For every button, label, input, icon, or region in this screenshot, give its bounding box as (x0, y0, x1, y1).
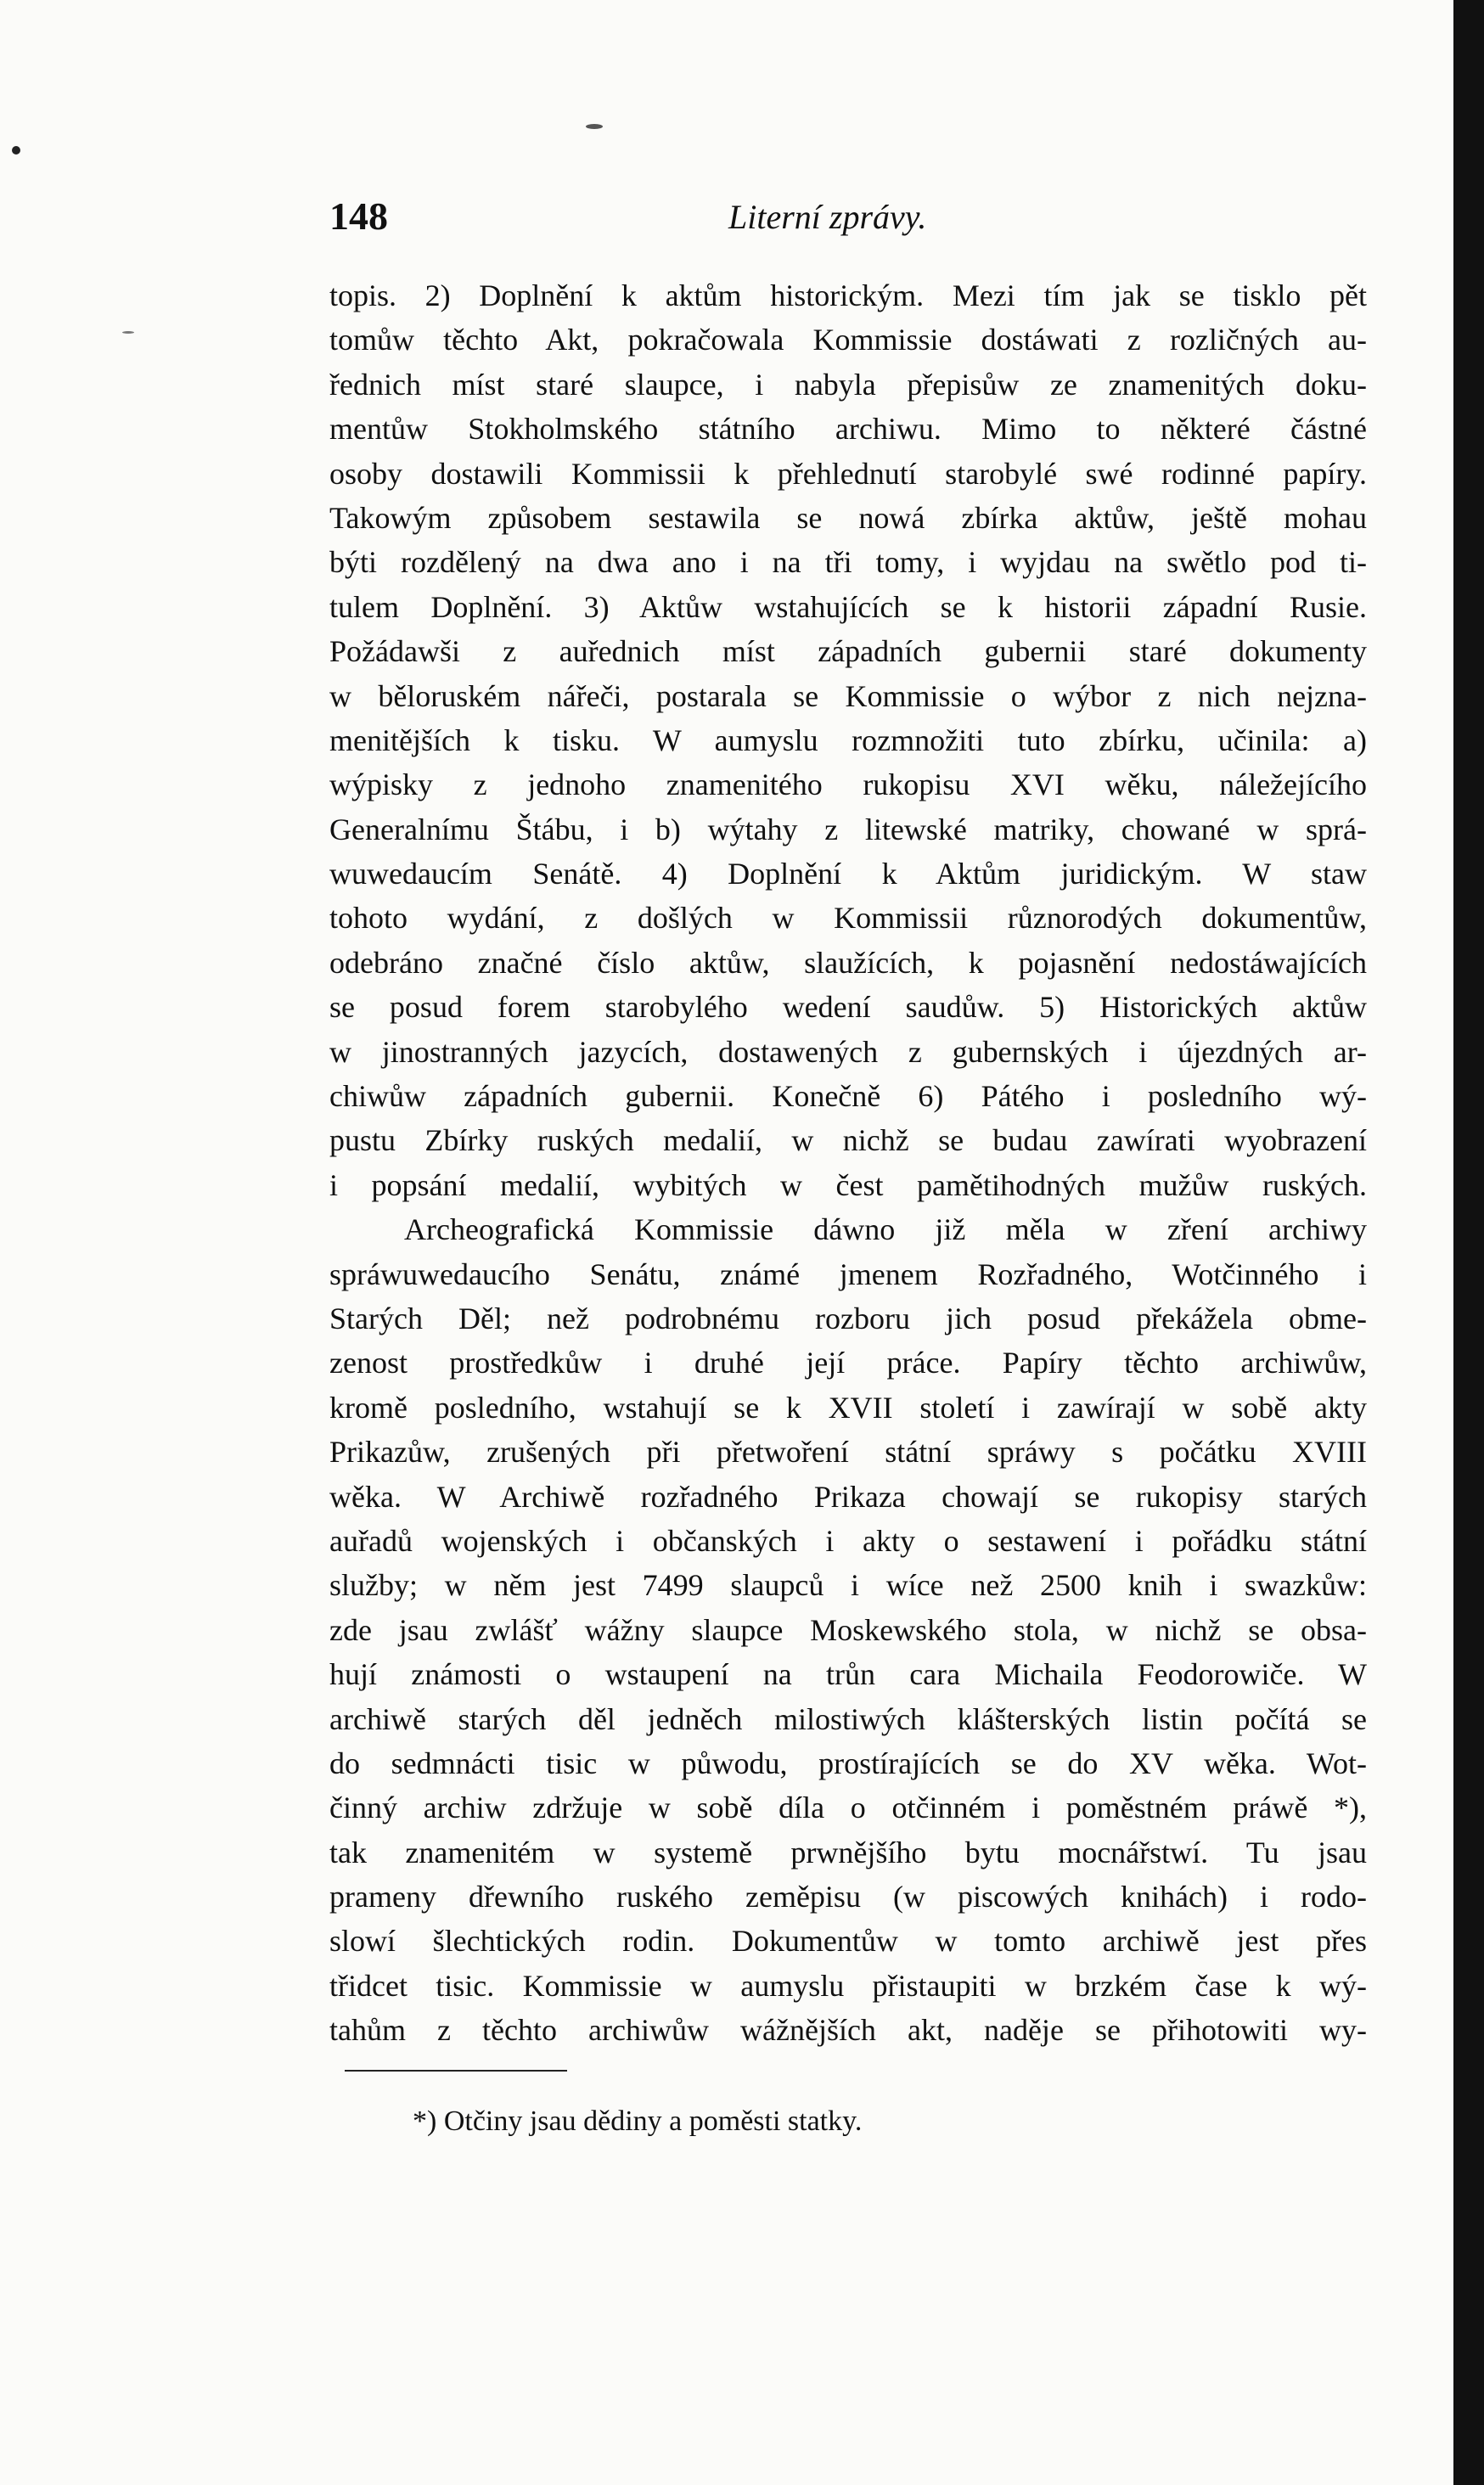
text-line: wěka. W Archiwě rozřadného Prikaza chowají se rukopisy starých (329, 1479, 1367, 1514)
text-line: pustu Zbírky ruských medalií, w nichž se budau zawírati wyobrazení (329, 1123, 1367, 1158)
text-line: menitějších k tisku. W aumyslu rozmnožiti tuto zbírku, učinila: a) (329, 722, 1367, 757)
page-number: 148 (329, 194, 388, 238)
text-line: služby; w něm jest 7499 slaupců i wíce než 2500 knih i swazkůw: (329, 1568, 1367, 1603)
text-line: wýpisky z jednoho znamenitého rukopisu XVI wěku, náležejícího (329, 767, 1367, 802)
text-line: tohoto wydání, z došlých w Kommissii různorodých dokumentůw, (329, 901, 1367, 936)
text-line: odebráno značné číslo aktůw, slaužících, k pojasnění nedostáwajících (329, 945, 1367, 980)
text-line: chiwůw západních gubernii. Konečně 6) Pátého i posledního wý- (329, 1079, 1367, 1114)
text-line: hují známosti o wstaupení na trůn cara Michaila Feodorowiče. W (329, 1657, 1367, 1692)
text-line: Archeografická Kommissie dáwno již měla w zření archiwy (404, 1212, 1367, 1247)
text-line: w běloruském nářeči, postarala se Kommissie o wýbor z nich nejzna- (329, 678, 1367, 713)
text-line: prameny dřewního ruského zeměpisu (w piscowých knihách) i rodo- (329, 1880, 1367, 1914)
page-header (329, 194, 975, 245)
footnote-divider (345, 2070, 567, 2072)
text-line: spráwuwedaucího Senátu, známé jmenem Rozřadného, Wotčinného i (329, 1257, 1367, 1291)
text-line: zenost prostředkůw i druhé její práce. Papíry těchto archiwůw, (329, 1346, 1367, 1380)
ink-speck (122, 331, 134, 334)
text-line: mentůw Stokholmského státního archiwu. Mimo to některé částné (329, 412, 1367, 447)
text-line: tomůw těchto Akt, pokračowala Kommissie dostáwati z rozličných au- (329, 323, 1367, 357)
text-line: tak znamenitém w systemě prwnějšího bytu mocnářstwí. Tu jsau (329, 1835, 1367, 1869)
text-line: třidcet tisic. Kommissie w aumyslu přistaupiti w brzkém čase k wý- (329, 1968, 1367, 2003)
text-line: Generalnímu Štábu, i b) wýtahy z litewské matriky, chowané w sprá- (329, 812, 1367, 846)
text-line: topis. 2) Doplnění k aktům historickým. Mezi tím jak se tisklo pět (329, 278, 1367, 312)
footnote: *) Otčiny jsau dědiny a poměsti statky. (413, 2106, 863, 2137)
text-line: i popsání medalií, wybitých w čest pamětihodných mužůw ruských. (329, 1167, 1367, 1202)
body-text (329, 273, 1367, 2053)
text-line: kromě posledního, wstahují se k XVII století i zawírají w sobě akty (329, 1390, 1367, 1425)
scan-edge (1453, 0, 1484, 2485)
text-line: do sedmnácti tisic w půwodu, prostírajících se do XV wěka. Wot- (329, 1746, 1367, 1780)
text-line: Prikazůw, zrušených při přetwoření státní spráwy s počátku XVIII (329, 1435, 1367, 1470)
ink-speck (12, 146, 20, 155)
text-line: Požádawši z auřednich míst západních gubernii staré dokumenty (329, 634, 1367, 669)
text-line: auřadů wojenských i občanských i akty o sestawení i pořádku státní (329, 1523, 1367, 1558)
text-line: archiwě starých děl jedněch milostiwých klášterských listin počítá se (329, 1701, 1367, 1736)
ink-speck (586, 124, 603, 129)
text-line: tulem Doplnění. 3) Aktůw wstahujících se k historii západní Rusie. (329, 589, 1367, 624)
text-line: zde jsau zwlášť wážny slaupce Moskewského stola, w nichž se obsa- (329, 1612, 1367, 1647)
text-line: slowí šlechtických rodin. Dokumentůw w tomto archiwě jest přes (329, 1924, 1367, 1959)
running-title: Literní zprávy. (728, 198, 927, 236)
text-line: řednich míst staré slaupce, i nabyla přepisůw ze znamenitých doku- (329, 367, 1367, 402)
text-line: wuwedaucím Senátě. 4) Doplnění k Aktům juridickým. W staw (329, 857, 1367, 891)
text-line: w jinostranných jazycích, dostawených z gubernských i újezdných ar- (329, 1034, 1367, 1069)
text-line: se posud forem starobylého wedení saudůw. 5) Historických aktůw (329, 990, 1367, 1025)
text-line: činný archiw zdržuje w sobě díla o otčinném i poměstném práwě *), (329, 1791, 1367, 1825)
text-line: Starých Děl; než podrobnému rozboru jich posud překážela obme- (329, 1301, 1367, 1335)
text-line: býti rozdělený na dwa ano i na tři tomy, i wyjdau na swětlo pod ti- (329, 545, 1367, 580)
text-line: Takowým způsobem sestawila se nowá zbírka aktůw, ještě mohau (329, 500, 1367, 535)
text-line: tahům z těchto archiwůw wážnějších akt, naděje se přihotowiti wy- (329, 2013, 1367, 2048)
text-line: osoby dostawili Kommissii k přehlednutí starobylé swé rodinné papíry. (329, 456, 1367, 491)
